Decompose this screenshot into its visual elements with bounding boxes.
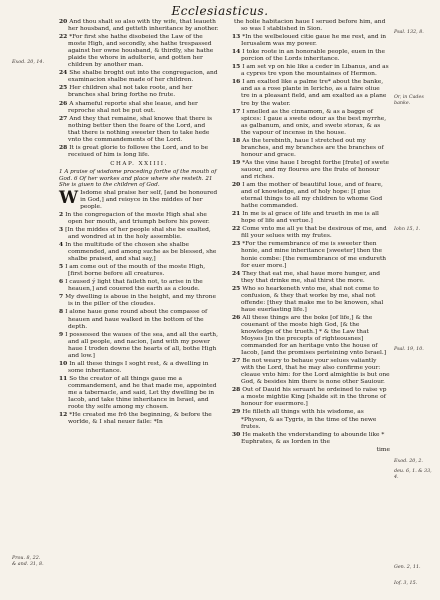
verse	[59, 331, 219, 360]
verse-text: I am the mother of beautiful loue, and of feare, and of knowledge, and of holy hope: [I giue eternal things to all my children to whome God hathe commanded.	[241, 182, 383, 210]
verse-text: She shalbe broght out into the congregacion, and examinacion shalbe made of her children.	[68, 70, 218, 84]
verse	[232, 357, 390, 386]
right-column	[232, 18, 390, 454]
margin-note: Psal. 19, 10.	[394, 347, 424, 352]
verse-number: 25	[232, 284, 241, 292]
drop-cap: W	[59, 187, 79, 208]
catchword: time	[376, 446, 390, 453]
margin-note: Gen. 2, 11.	[394, 565, 421, 570]
verse	[232, 18, 390, 33]
verse-number: 14	[232, 48, 241, 56]
verse-text: It is great glorie to followe the Lord, and to be receiued of him is long life.	[68, 144, 209, 158]
verse-number: 7	[59, 293, 64, 301]
chapter-heading: CHAP. XXIIII.	[110, 160, 168, 167]
verse-number: 8	[59, 308, 64, 316]
verse-text: I alone haue gone round about the compasse of heauen and haue walked in the bottom of the depth.	[65, 309, 208, 330]
verse-number: 26	[59, 99, 68, 107]
verse-text: I am exalted like a palme tre* about the banke, and as a rose plante in Iericho, as a faire oliue tre in a pleasant field, and am exalted as a plane tre by the water.	[241, 79, 387, 107]
verse-number: 26	[232, 313, 241, 321]
verse-number: 28	[59, 143, 68, 151]
verse-text: the holie habitacion haue I serued before him, and so was I stablished in Sion.	[234, 19, 386, 33]
verse	[59, 69, 219, 84]
verse-number: 2	[59, 210, 64, 218]
verse-number: 24	[59, 69, 68, 77]
verse-number: 12	[59, 411, 68, 419]
verse-text: I am set vp on hie like a ceder in Libanus, and as a cypres tre vpon the mountaines of Hermon.	[241, 64, 389, 78]
verse-text: In me is al grace of life and trueth in me is all hope of life and vertue.]	[241, 211, 379, 225]
verse-number: 22	[59, 33, 68, 41]
verse-text: In the congregacion of the moste High shal she open her mouth, and triumph before his power.	[65, 211, 210, 225]
verse-number: 27	[59, 114, 68, 122]
verse-number: 21	[232, 210, 241, 218]
verse	[59, 293, 219, 308]
verse-text: *For the remembrance of me is sweeter then honie, and mine inheritance [sweeter] then the honie combe: [the remembrance of me endureth for euer more.]	[241, 241, 387, 269]
verse	[232, 63, 390, 78]
margin-note: & and. 31, 8.	[12, 562, 44, 567]
verse	[59, 263, 219, 278]
verse	[59, 226, 219, 241]
verse	[232, 386, 390, 408]
verse-number: 23	[232, 240, 241, 248]
verse-text: *He created me frō the beginning, & before the worlde, & I shal neuer faile: *In	[68, 412, 212, 426]
verse-text: He maketh the vnderstanding to abounde like * Euphrates, & as Iorden in the	[241, 431, 385, 445]
margin-note: Psal. 132, 8.	[394, 30, 424, 35]
verse	[232, 78, 390, 107]
left-column	[59, 18, 219, 426]
verse	[59, 115, 219, 144]
verse-text: He filleth all things with his wisdome, as *Physon, & as Tygris, in the time of the newe frutes.	[241, 409, 377, 430]
verse	[59, 211, 219, 226]
verse-number: 30	[232, 430, 241, 438]
verse-number: 24	[232, 269, 241, 277]
verse	[59, 18, 219, 33]
verse-text: My dwelling is aboue in the height, and my throne is in the piller of the cloudes.	[65, 294, 216, 308]
verse	[232, 285, 390, 314]
verse	[59, 84, 219, 99]
verse-text: As the terebinth, haue I stretched out my branches, and my branches are the branches of honour and grace.	[241, 137, 384, 158]
verse	[232, 108, 390, 137]
verse-number: 28	[232, 386, 241, 394]
verse-text: [In the middes of her people shal she be exalted, and wondred at in the holy assemblie.	[65, 226, 211, 240]
verse-text: They that eat me, shal haue more hunger, and they that drinke me, shal thirst the more.	[241, 270, 381, 284]
verse	[232, 408, 390, 430]
verse-text: I smelled as the cinnamom, & as a bagge of spices: I gaue a swete odour as the best myrrhe, as galbanum, and onix, and swete storax, & as the vapour of incense in the house.	[241, 108, 387, 136]
verse-text: A shameful reporte shal she leaue, and her reproche shal not be put out.	[68, 100, 198, 114]
verse-text: Isdome shal praise her self, [and be honoured in God,] and reioyce in the middes of her people.	[80, 189, 218, 210]
margin-note: Exod. 20, 2.	[394, 459, 423, 464]
verse-number: 10	[59, 359, 68, 367]
verse-number: 4	[59, 241, 64, 249]
verse-number: 17	[232, 107, 241, 115]
verse	[59, 187, 219, 211]
margin-note: Iof. 3, 15.	[394, 581, 418, 586]
running-head: Ecclesiasticus.	[171, 4, 269, 18]
verse-number: 20	[232, 181, 241, 189]
verse-text: Be not weary to behaue your selues valiantly with the Lord, that he may also confirme your: cleaue vnto him: for the Lord almightie is but one God, & besides him there is none other Sauiour.	[241, 358, 390, 386]
verse-text: In the multitude of the chosen she shalbe commended, and among suche as be blessed, she shalbe praised, and shal say,]	[65, 242, 217, 263]
verse	[232, 314, 390, 357]
verse-number: 16	[232, 78, 241, 86]
margin-note: deu. 6, 1. & 33, 4.	[394, 469, 432, 480]
verse	[232, 159, 390, 181]
verse-number: 22	[232, 225, 241, 233]
verse	[232, 137, 390, 159]
verse	[59, 308, 219, 330]
verse	[59, 33, 219, 69]
chapter-argument	[59, 169, 219, 189]
verse	[59, 411, 219, 426]
verse-text: *For first she hathe disobeied the Law of the moste High, and secondly, she hathe trespassed against her owne housband, & thirdly, she hathe plaide the whore in adulterie, and gotten her children by another man.	[68, 34, 214, 69]
verse-number: 3	[59, 225, 64, 233]
argument-line: 1 A praise of wisdome proceding forthe of the mouth of God.	[59, 168, 217, 182]
verse	[232, 48, 390, 63]
verse-text: *As the vine haue I broght forthe [frute] of swete sauour, and my floures are the frute of honour and riches.	[241, 159, 389, 180]
verse	[59, 360, 219, 375]
margin-note: Prou. 8, 22.	[12, 556, 41, 561]
verse-text: I am come out of the mouth of the moste High, [first borne before all creatures.	[65, 264, 206, 278]
verse	[232, 210, 390, 225]
verse-number: 6	[59, 278, 64, 286]
verse	[59, 100, 219, 115]
verse-number: 11	[59, 374, 68, 382]
margin-note: Iohn 15, 1.	[394, 227, 421, 232]
verse-number: 20	[59, 18, 68, 25]
argument-line: 21 She is giuen to the children of God.	[59, 175, 213, 189]
verse-number: 13	[232, 33, 241, 41]
verse-number: 25	[59, 84, 68, 92]
margin-note: Exod. 20, 14.	[12, 60, 44, 65]
verse-number: 19	[232, 158, 241, 166]
verse-text: Her children shal not take roote, and her branches shal bring forthe no frute.	[68, 85, 193, 99]
verse	[232, 181, 390, 210]
verse	[232, 225, 390, 240]
verse-text: So the creator of all things gaue me a commandement, and he that made me, appointed me a tabernacle, and said, Let thy dwelling be in Iacob, and take thine inheritance in Israel, and roote thy selfe among my chosen.	[68, 375, 217, 411]
verse-number: 29	[232, 408, 241, 416]
verse-number: 18	[232, 136, 241, 144]
verse	[59, 278, 219, 293]
margin-note: Or, in Cades banke.	[394, 95, 424, 106]
verse-text: Who so hearkeneth vnto me, shal not come to confusion, & they that worke by me, shal not offende: [they that make me to be knowen, shal haue euerlasting life.]	[241, 285, 384, 313]
verse	[59, 375, 219, 411]
verse	[59, 241, 219, 263]
verse	[59, 144, 219, 159]
verse-number: 5	[59, 263, 64, 271]
verse-text: *In the welbeloued citie gaue he me rest, and in Ierusalem was my power.	[241, 34, 387, 48]
verse	[232, 270, 390, 285]
verse-text: I toke roote in an honorable people, euen in the porcion of the Lords inheritance.	[241, 49, 385, 63]
verse	[232, 431, 390, 446]
verse-text: In all these things I soght rest, & a dwelling in some inheritance.	[68, 360, 209, 374]
verse-text: And thou shalt so also with thy wife, that leaueth her housband, and getteth inheritance by another.	[68, 19, 219, 33]
verse-text: Come vnto me all ye that be desirous of me, and fill your selues with my frutes.	[241, 226, 387, 240]
verse-text: I caused ý light that faileth not, to arise in the heauen,] and couered the earth as a cloude.	[65, 279, 203, 293]
verse	[232, 33, 390, 48]
argument-line: 6 Of her workes and place where she resteth.	[73, 175, 204, 182]
verse-text: Out of Dauid his seruant he ordeined to raise vp a moste mightie King [shalde sit in the throne of honour for euermore.]	[241, 387, 387, 408]
verse-number: 9	[59, 330, 64, 338]
verse	[232, 240, 390, 269]
verse-text: All these things are the boke [of life,] & the couenant of the moste high God, [& the knowledge of the trueth.] * & the Law that Moyses [in the precepts of righteousnes] commanded for an heritage vnto the house of Iacob, [and the promises perteining vnto Israel.]	[241, 314, 387, 357]
verse-number: 27	[232, 357, 241, 365]
verse-number: 15	[232, 63, 241, 71]
verse-text: And they that remaine, shal knowe that there is nothing better then the feare of the Lord, and that there is nothing sweeter then to take hede vnto the commandements of the Lord.	[68, 115, 212, 143]
verse-text: I possessed the waues of the sea, and all the earth, and all people, and nacion, [and with my power haue I troden downe the hearts of all, bothe High and low.]	[65, 331, 218, 359]
